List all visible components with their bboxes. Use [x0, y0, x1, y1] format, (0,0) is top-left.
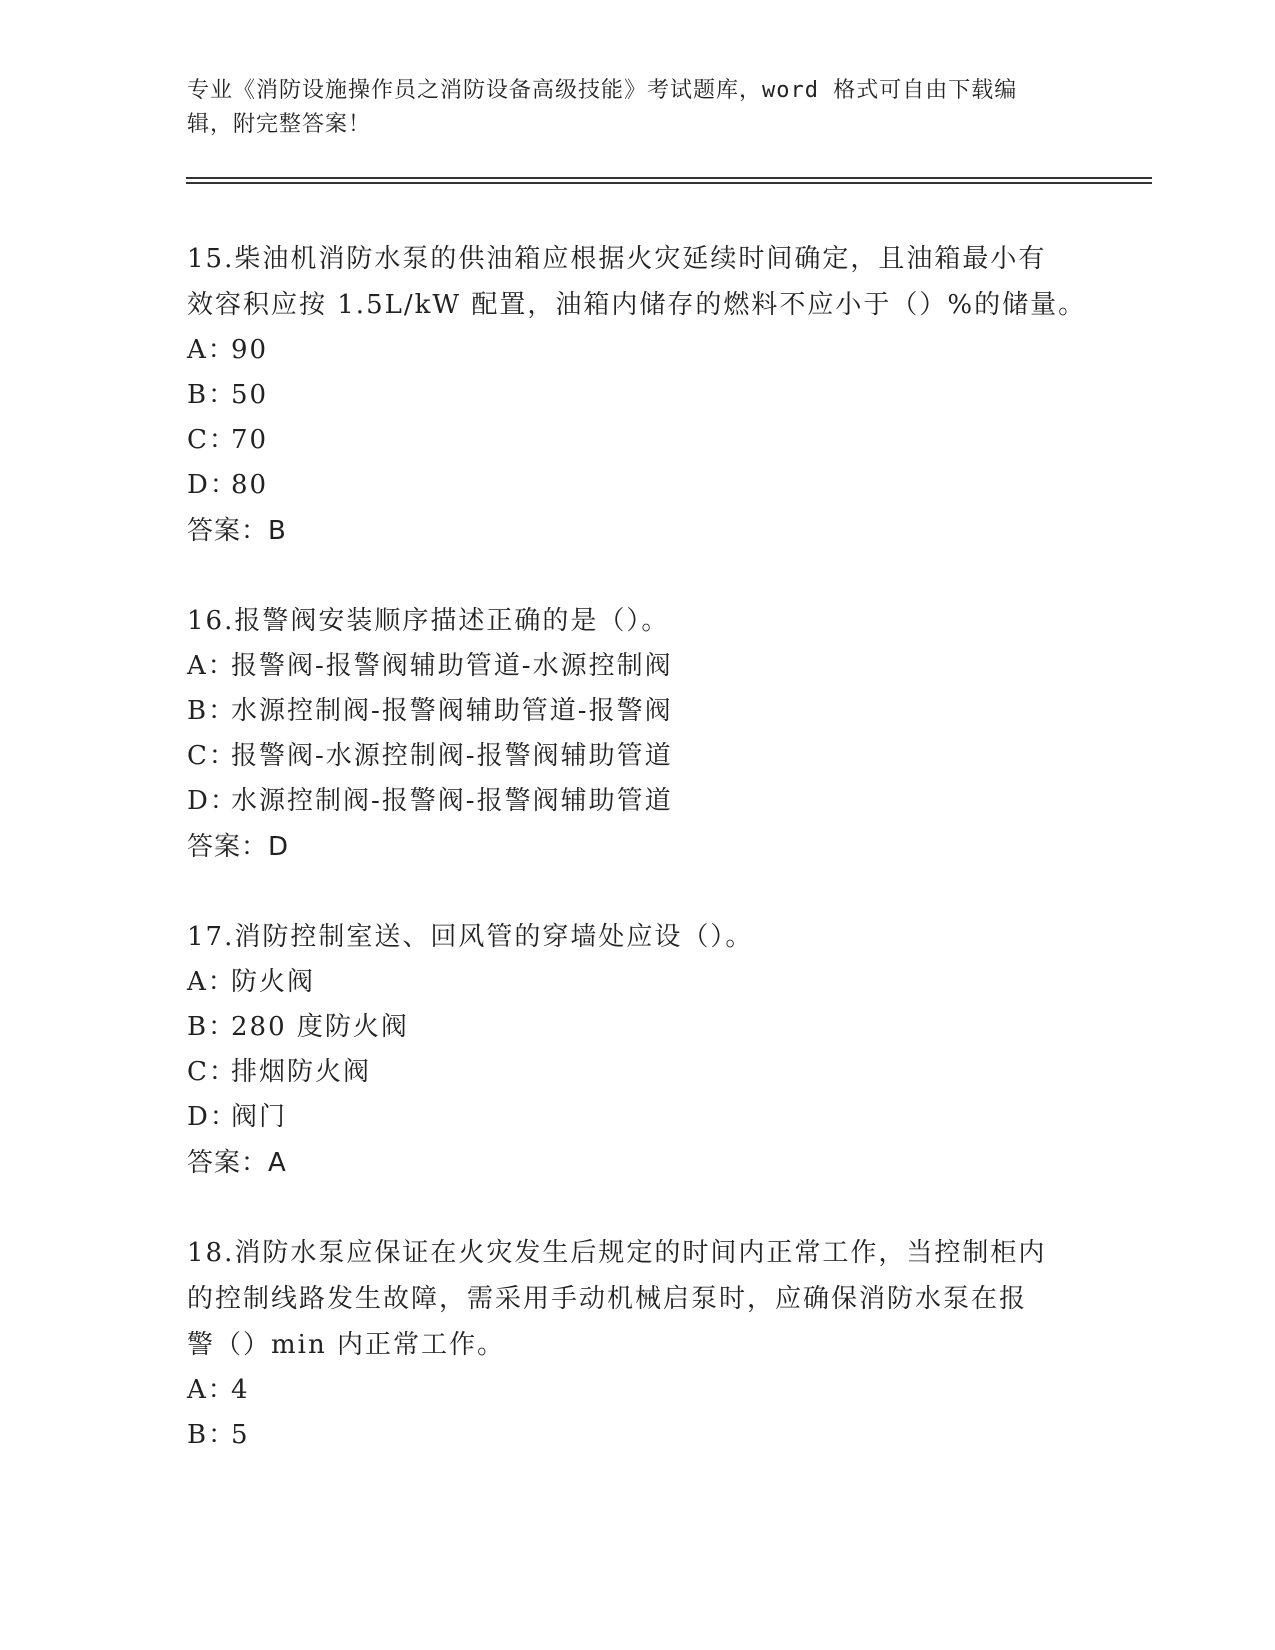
option-text: 报警阀-水源控制阀-报警阀辅助管道	[231, 741, 673, 771]
option-b	[187, 689, 1087, 734]
option-text: 排烟防火阀	[231, 1057, 372, 1087]
option-text: 280 度防火阀	[231, 1012, 409, 1042]
question-stem-line: 17.消防控制室送、回风管的穿墙处应设（）。	[187, 922, 754, 952]
option-key: D：	[187, 1102, 238, 1132]
header-divider-top	[186, 177, 1152, 179]
header-divider-bottom	[186, 182, 1152, 184]
option-text: 报警阀-报警阀辅助管道-水源控制阀	[231, 651, 673, 681]
question-stem-line: 16.报警阀安装顺序描述正确的是（）。	[187, 606, 670, 636]
option-text: 5	[231, 1420, 250, 1450]
option-a	[187, 960, 1087, 1005]
option-key: C：	[187, 741, 237, 771]
option-d	[187, 779, 1087, 824]
option-key: D：	[187, 470, 238, 500]
header-line-1: 专业《消防设施操作员之消防设备高级技能》考试题库，word 格式可自由下载编	[187, 78, 1018, 103]
answer-line: 答案：B	[187, 516, 287, 546]
question-stem-line: 的控制线路发生故障，需采用手动机械启泵时，应确保消防水泵在报	[187, 1284, 1028, 1314]
header-line-2: 辑，附完整答案！	[187, 112, 372, 137]
option-key: A：	[187, 1375, 236, 1405]
option-text: 90	[231, 335, 269, 365]
option-c	[187, 418, 1087, 463]
option-text: 水源控制阀-报警阀-报警阀辅助管道	[231, 786, 673, 816]
question-stem-line: 警（）min 内正常工作。	[187, 1330, 505, 1360]
question-18	[187, 1230, 1087, 1458]
option-c	[187, 1050, 1087, 1095]
option-key: B：	[187, 380, 237, 410]
option-text: 4	[231, 1375, 250, 1405]
question-list	[187, 236, 1087, 1502]
option-text: 50	[231, 380, 269, 410]
option-key: B：	[187, 696, 237, 726]
option-b	[187, 1413, 1087, 1458]
option-key: B：	[187, 1012, 237, 1042]
option-text: 防火阀	[231, 967, 316, 997]
option-d	[187, 1095, 1087, 1140]
option-key: D：	[187, 786, 238, 816]
option-a	[187, 644, 1087, 689]
option-key: A：	[187, 967, 236, 997]
option-text: 80	[231, 470, 269, 500]
option-text: 水源控制阀-报警阀辅助管道-报警阀	[231, 696, 673, 726]
option-a	[187, 328, 1087, 373]
option-key: C：	[187, 1057, 237, 1087]
option-b	[187, 373, 1087, 418]
question-17	[187, 914, 1087, 1186]
option-d	[187, 463, 1087, 508]
option-text: 70	[231, 425, 269, 455]
document-header	[187, 74, 1067, 142]
option-key: A：	[187, 335, 236, 365]
option-a	[187, 1368, 1087, 1413]
question-stem-line: 效容积应按 1.5L/kW 配置，油箱内储存的燃料不应小于（）%的储量。	[187, 290, 1087, 320]
question-stem-line: 15.柴油机消防水泵的供油箱应根据火灾延续时间确定，且油箱最小有	[187, 244, 1047, 274]
option-c	[187, 734, 1087, 779]
option-key: C：	[187, 425, 237, 455]
question-16	[187, 598, 1087, 870]
answer-line: 答案：D	[187, 832, 290, 862]
question-15	[187, 236, 1087, 554]
option-key: B：	[187, 1420, 237, 1450]
answer-line: 答案：A	[187, 1148, 287, 1178]
option-b	[187, 1005, 1087, 1050]
option-key: A：	[187, 651, 236, 681]
question-stem-line: 18.消防水泵应保证在火灾发生后规定的时间内正常工作，当控制柜内	[187, 1238, 1047, 1268]
option-text: 阀门	[231, 1102, 288, 1132]
